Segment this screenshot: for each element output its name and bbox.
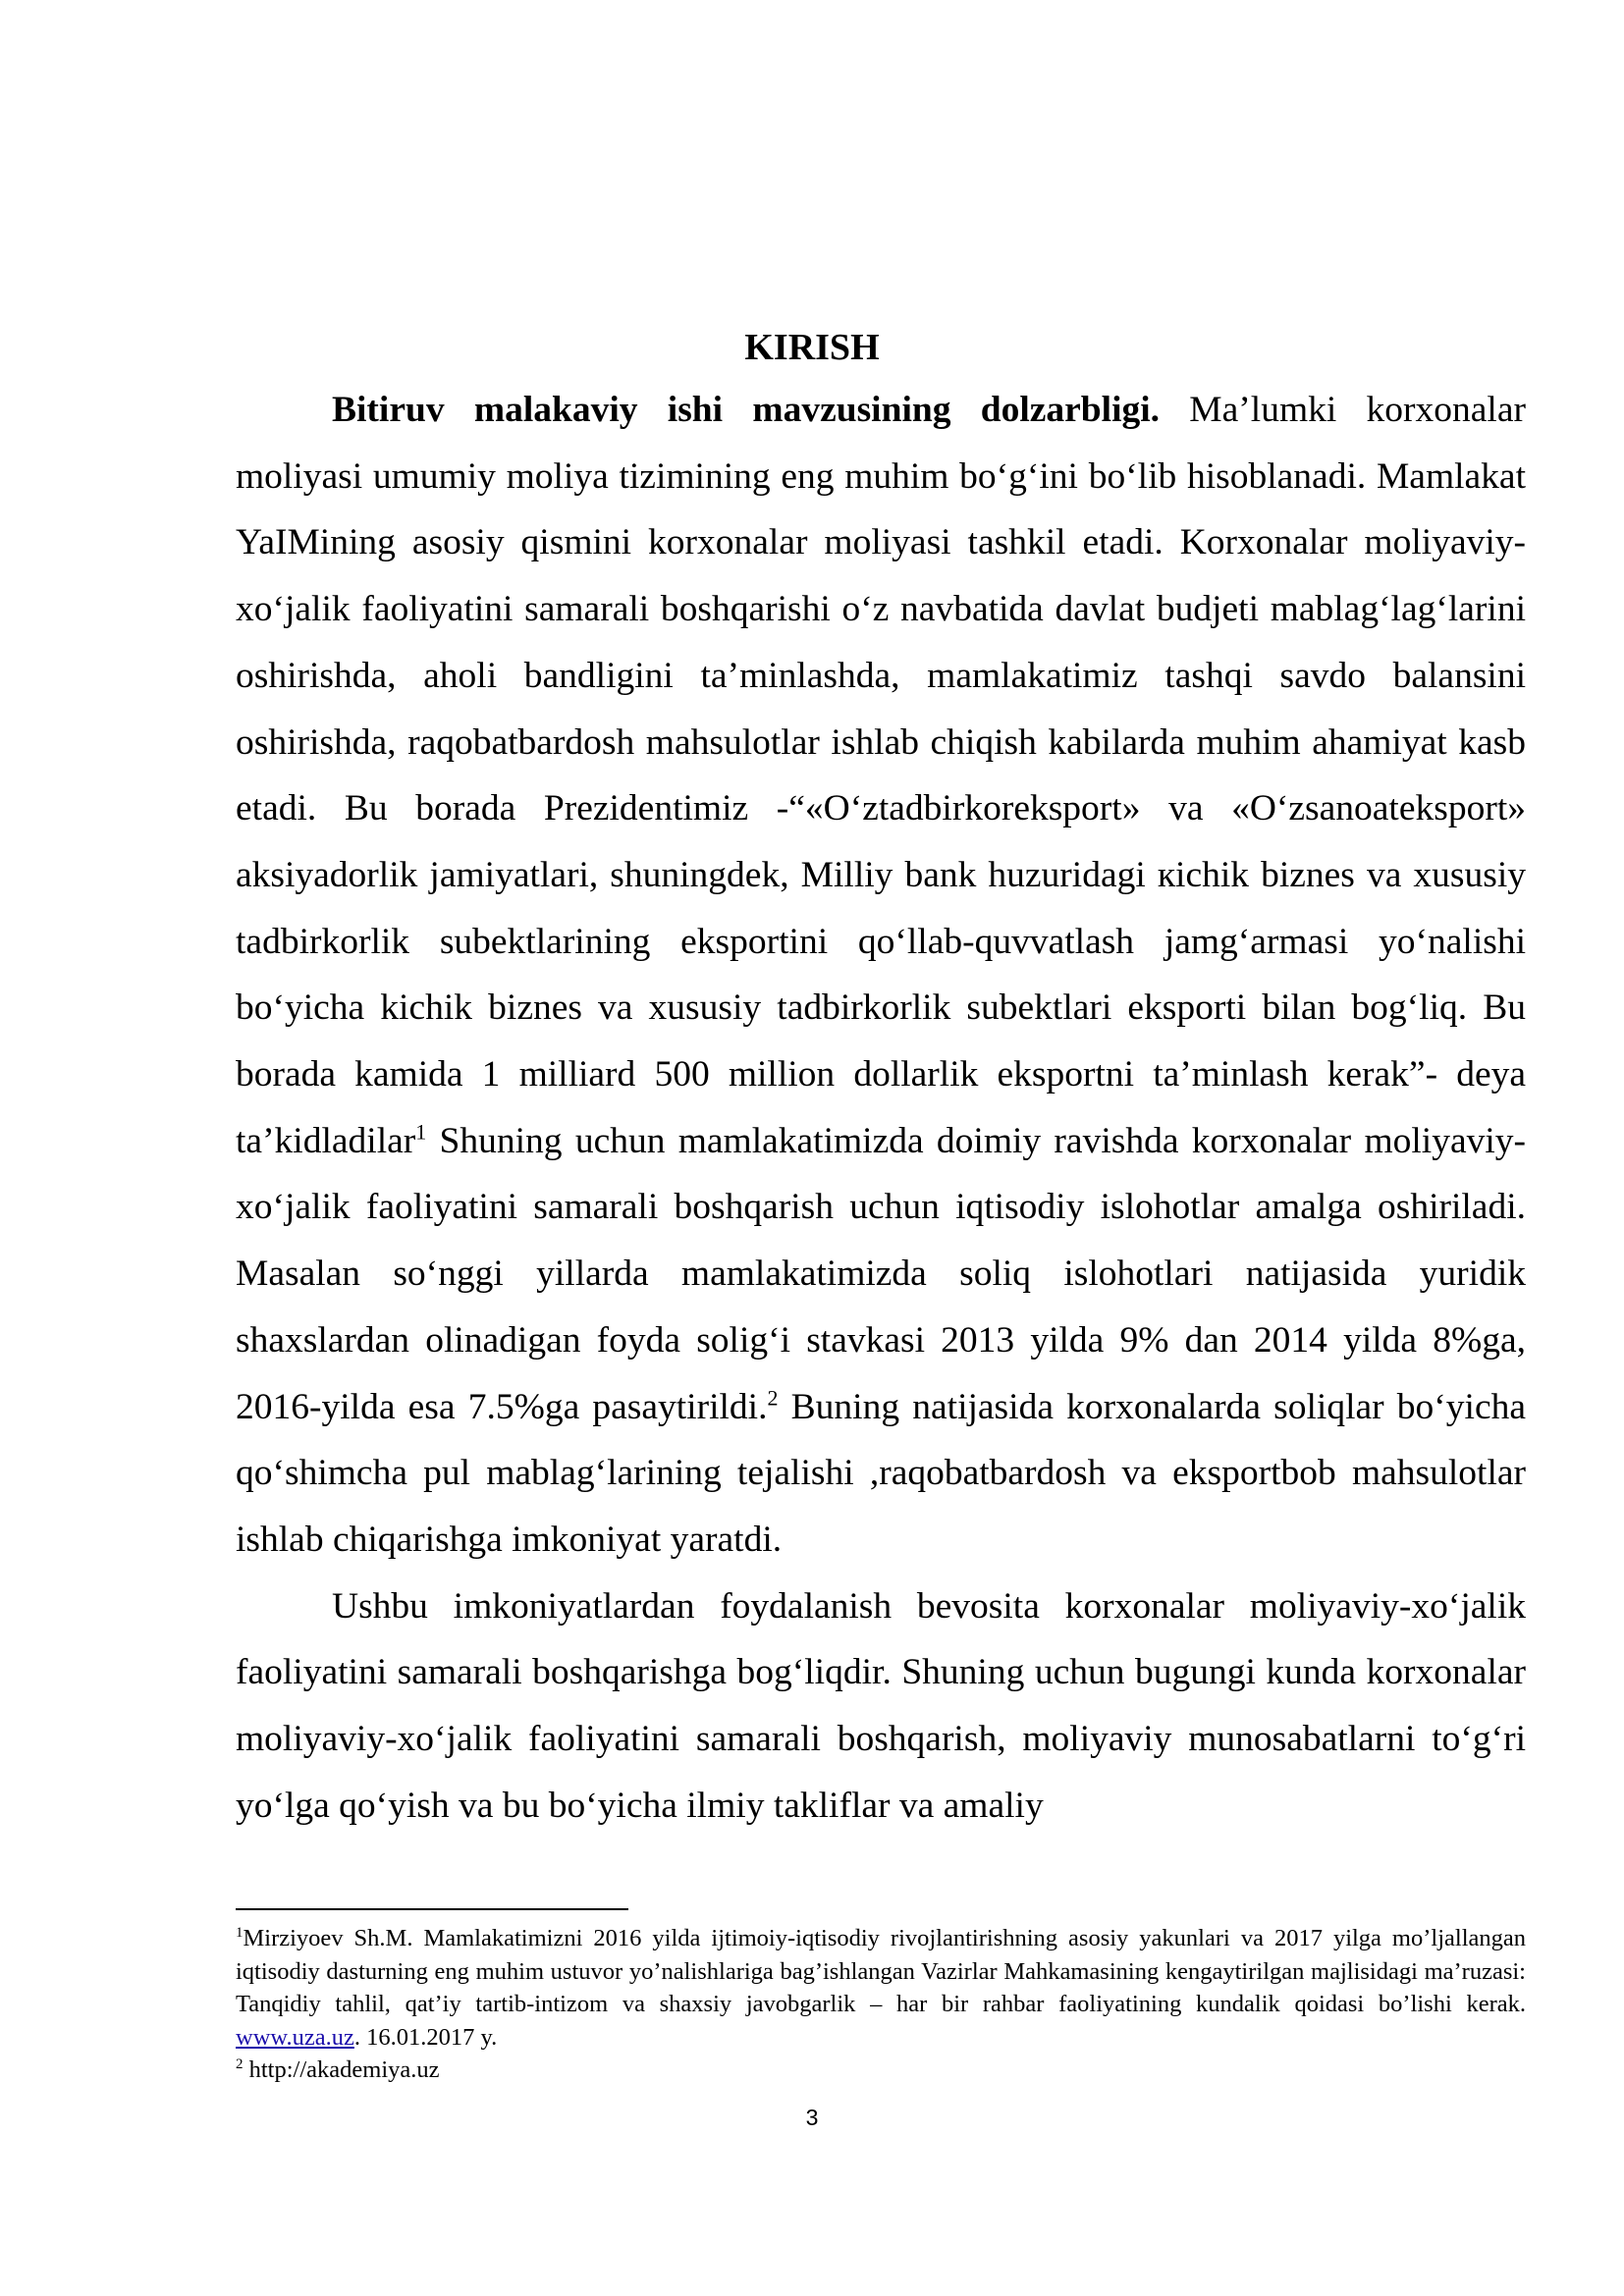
- footnote-mark-1: 1: [236, 1924, 244, 1941]
- paragraph-text: Ma’lumki korxonalar moliyasi umumiy moliya tizimining eng muhim bo‘g‘ini bo‘lib hisoblanadi. Mamlakat YaIMining asosiy qismini korxonalar moliyasi tashkil etadi. Korxonalar moliyaviy-xo‘jalik faoliyatini samarali boshqarishi o‘z navbatida davlat budjeti mablag‘lag‘larini oshirishda, aholi bandligini ta’minlashda, mamlakatimiz tashqi savdo balansini oshirishda, raqobatbardosh mahsulotlar ishlab chiqish kabilarda muhim ahamiyat kasb etadi. Bu borada Prezidentimiz -“«O‘ztadbirkoreksport» va «O‘zsanoateksport» aksiyadorlik jamiyatlari, shuningdek, Milliy bank huzuridagi кichik biznes va xususiy tadbirkorlik subektlarining eksportini qo‘llab-quvvatlash jamg‘armasi yo‘nalishi bo‘yicha kichik biznes va xususiy tadbirkorlik subektlari eksporti bilan bog‘liq. Bu borada kamida 1 milliard 500 million dollarlik eksportni ta’minlash kerak”- deya ta’kidladilar: [236, 390, 1526, 1161]
- paragraph-opportunities: Ushbu imkoniyatlardan foydalanish bevosita korxonalar moliyaviy-xo‘jalik faoliyatini samarali boshqarishga bog‘liqdir. Shuning uchun bugungi kunda korxonalar moliyaviy-xo‘jalik faoliyatini samarali boshqarish, moliyaviy munosabatlarni to‘g‘ri yo‘lga qo‘yish va bu bo‘yicha ilmiy takliflar va amaliy: [236, 1585, 1526, 1826]
- footnotes: [236, 1922, 1526, 2087]
- page-title: KIRISH: [744, 327, 880, 368]
- paragraph-text: Buning natijasida korxonalarda soliqlar bo‘yicha qo‘shimcha pul mablag‘larining tejalishi ,raqobatbardosh va eksportbob mahsulotlar ishlab chiqarishga imkoniyat yaratdi.: [236, 1386, 1526, 1560]
- footnote-text: http://akademiya.uz: [243, 2056, 440, 2084]
- footnote-date: . 16.01.2017 y.: [353, 2023, 498, 2051]
- footnote-ref-1[interactable]: 1: [415, 1119, 427, 1145]
- uza-link[interactable]: www.uza.uz: [236, 2023, 354, 2051]
- paragraph-text: Shuning uchun mamlakatimizda doimiy ravishda korxonalar moliyaviy-xo‘jalik faoliyatini samarali boshqarish uchun iqtisodiy islohotlar amalga oshiriladi. Masalan so‘nggi yillarda mamlakatimizda soliq islohotlari natijasida yuridik shaxslardan olinadigan foyda solig‘i stavkasi 2013 yilda 9% dan 2014 yilda 8%ga, 2016-yilda esa 7.5%ga pasaytirildi.: [236, 1120, 1526, 1427]
- page-number: 3: [805, 2105, 819, 2130]
- paragraph-lead: Bitiruv malakaviy ishi mavzusining dolzarbligi.: [332, 390, 1161, 430]
- footnote-1: [236, 1922, 1526, 2054]
- footnote-separator: [236, 1908, 628, 1910]
- footnote-mark-2: 2: [236, 2056, 244, 2073]
- paragraph-relevance: [236, 377, 1526, 1574]
- main-text: [236, 377, 1526, 1839]
- footnote-ref-2[interactable]: 2: [767, 1385, 779, 1411]
- footnote-text: Mirziyoev Sh.M. Mamlakatimizni 2016 yilda ijtimoiy-iqtisodiy rivojlantirishning asosiy yakunlari va 2017 yilga mo’ljallangan iqtisodiy dasturning eng muhim ustuvor yo’nalishlariga bag’ishlangan Vazirlar Mahkamasining kengaytirilgan majlisidagi ma’ruzasi: Tanqidiy tahlil, qat’iy tartib-intizom va shaxsiy javobgarlik – har bir rahbar faoliyatining kundalik qoidasi bo’lishi kerak.: [236, 1925, 1526, 2018]
- footnote-2: [236, 2054, 1526, 2087]
